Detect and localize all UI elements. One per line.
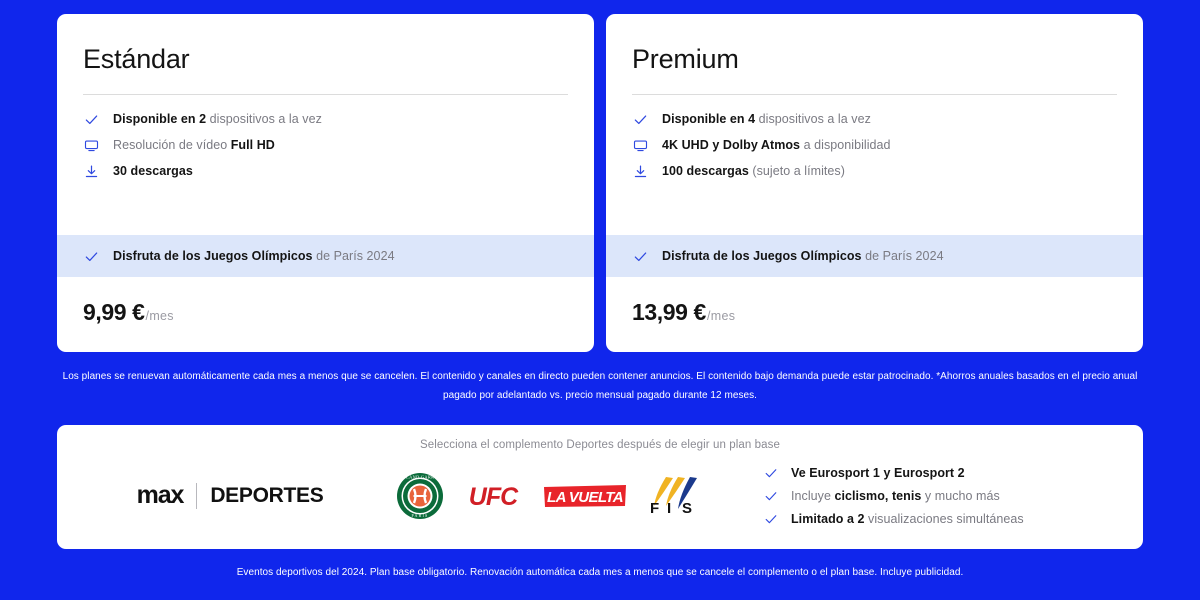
check-icon: [83, 248, 99, 264]
list-item: [763, 488, 1115, 503]
plan-cards-container: [57, 14, 1143, 352]
check-icon: [83, 112, 99, 128]
feature-text: [113, 111, 322, 128]
sports-disclaimer: Eventos deportivos del 2024. Plan base obligatorio. Renovación automática cada mes a menos que se cancele el complemento o el plan base. Incluye publicidad.: [236, 567, 964, 578]
sports-body: [85, 465, 1115, 526]
feature-bold: Disponible en 4: [662, 112, 756, 127]
roland-garros-logo: [396, 472, 444, 520]
benefit-bold: Ve Eurosport 1 y Eurosport 2: [791, 465, 965, 480]
svg-text:UFC: UFC: [468, 482, 518, 510]
svg-text:ROLAND GARROS: ROLAND GARROS: [399, 474, 441, 480]
benefit-rest: visualizaciones simultáneas: [864, 511, 1024, 526]
feature-bold: 100 descargas: [662, 164, 749, 179]
ufc-logo: [460, 482, 526, 510]
check-icon: [763, 465, 778, 480]
monitor-icon: [83, 138, 99, 154]
benefit-text: [791, 489, 1000, 503]
price-amount: 13,99 €: [632, 299, 706, 325]
check-icon: [632, 112, 648, 128]
plans-disclaimer: Los planes se renuevan automáticamente cada mes a menos que se cancelen. El contenido y canales en directo pueden contener anuncios. El contenido bajo demanda puede estar patrocinado. *Ahorros anuales basados en el precio anual pagado por adelantado vs. precio mensual pagado durante 12 meses.: [62, 371, 1138, 401]
feature-bold: 30 descargas: [113, 164, 193, 179]
olympic-bold: Disfruta de los Juegos Olímpicos: [662, 249, 862, 263]
olympic-bold: Disfruta de los Juegos Olímpicos: [113, 249, 313, 263]
olympic-text: [662, 249, 944, 263]
feature-text: [662, 137, 891, 154]
price-row: [606, 277, 1143, 352]
benefit-text: [791, 512, 1024, 526]
la-vuelta-logo: [542, 483, 628, 509]
feature-list: [57, 95, 594, 180]
max-deportes-logo: [85, 481, 385, 510]
plan-header: [57, 14, 594, 95]
benefit-pre: Incluye: [791, 488, 835, 503]
benefit-rest: y mucho más: [921, 488, 1000, 503]
olympic-highlight-band: [57, 235, 594, 277]
partner-logo-strip: [385, 472, 715, 520]
svg-text:S: S: [682, 499, 693, 517]
download-icon: [83, 164, 99, 180]
price-amount: 9,99 €: [83, 299, 145, 325]
feature-text: [662, 111, 871, 128]
olympic-text: [113, 249, 395, 263]
feature-row: [632, 137, 1117, 154]
feature-rest: (sujeto a límites): [748, 164, 845, 179]
download-icon: [632, 164, 648, 180]
check-icon: [632, 248, 648, 264]
sports-heading: Selecciona el complemento Deportes después de elegir un plan base: [419, 439, 781, 451]
monitor-icon: [632, 138, 648, 154]
sports-addon-panel[interactable]: [57, 425, 1143, 549]
fis-logo: [644, 473, 704, 519]
feature-row: [83, 111, 568, 128]
check-icon: [763, 511, 778, 526]
price-period: /mes: [145, 309, 174, 323]
feature-rest: dispositivos a la vez: [755, 112, 871, 127]
svg-text:I: I: [667, 499, 672, 517]
plan-header: [606, 14, 1143, 95]
sports-benefits-list: [715, 465, 1115, 526]
feature-list: [606, 95, 1143, 180]
plan-card-premium[interactable]: [606, 14, 1143, 352]
feature-row: [632, 111, 1117, 128]
plan-card-estandar[interactable]: [57, 14, 594, 352]
logo-separator: [196, 483, 197, 509]
feature-bold: Disponible en 2: [113, 112, 207, 127]
feature-bold: 4K UHD y Dolby Atmos: [662, 138, 801, 153]
feature-rest: dispositivos a la vez: [206, 112, 322, 127]
olympic-rest: de París 2024: [312, 249, 395, 263]
price-period: /mes: [706, 309, 736, 323]
spacer: [57, 180, 594, 235]
feature-row: [632, 163, 1117, 180]
feature-text: [113, 163, 193, 180]
spacer: [606, 180, 1143, 235]
list-item: [763, 511, 1115, 526]
list-item: [763, 465, 1115, 480]
olympic-rest: de París 2024: [861, 249, 944, 263]
page-title: Premium: [632, 44, 739, 74]
svg-text:LA VUELTA: LA VUELTA: [547, 488, 623, 506]
feature-text: [113, 137, 275, 154]
feature-row: [83, 137, 568, 154]
benefit-bold: ciclismo, tenis: [834, 488, 922, 503]
max-wordmark: max: [136, 481, 184, 509]
feature-row: [83, 163, 568, 180]
feature-text: [662, 163, 845, 180]
price-row: [57, 277, 594, 352]
page-title: Estándar: [83, 44, 190, 74]
svg-text:PARIS: PARIS: [411, 512, 429, 518]
check-icon: [763, 488, 778, 503]
benefit-text: [791, 466, 965, 480]
deportes-wordmark: DEPORTES: [210, 483, 324, 507]
benefit-bold: Limitado a 2: [791, 511, 865, 526]
feature-bold: Full HD: [230, 138, 275, 153]
olympic-highlight-band: [606, 235, 1143, 277]
svg-text:F: F: [650, 499, 660, 517]
feature-rest: a disponibilidad: [800, 138, 891, 153]
feature-rest: Resolución de vídeo: [113, 138, 231, 153]
